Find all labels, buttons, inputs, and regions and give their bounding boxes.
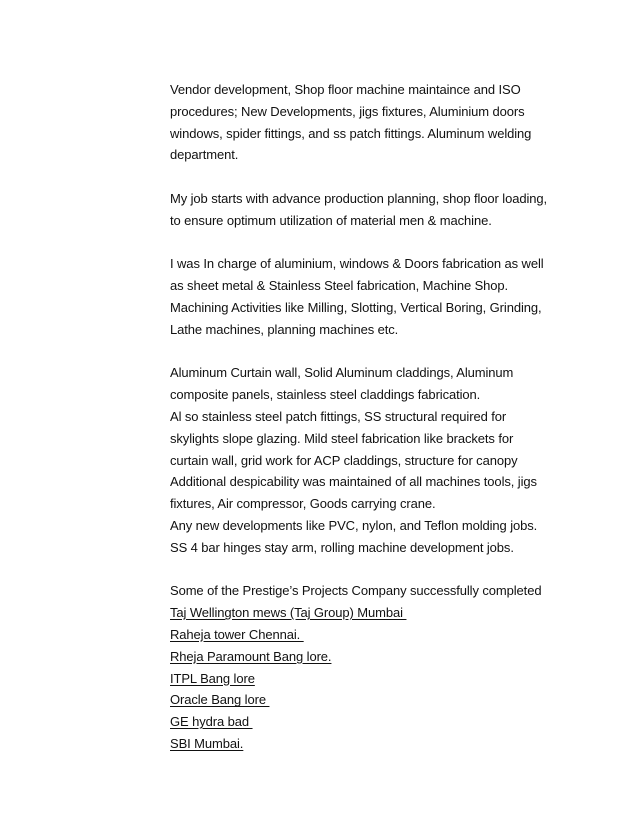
projects-section bbox=[170, 580, 570, 754]
project-item: SBI Mumbai. bbox=[170, 735, 244, 751]
text-line: department. bbox=[170, 147, 239, 163]
document-page bbox=[170, 79, 570, 777]
text-line: I was In charge of aluminium, windows & Doors fabrication as well bbox=[170, 256, 544, 272]
paragraph-fabrication-charge bbox=[170, 253, 570, 340]
text-line: Aluminum Curtain wall, Solid Aluminum claddings, Aluminum bbox=[170, 365, 514, 381]
project-item: Rheja Paramount Bang lore. bbox=[170, 648, 332, 664]
text-line: Vendor development, Shop floor machine maintaince and ISO bbox=[170, 82, 521, 97]
text-line: to ensure optimum utilization of material men & machine. bbox=[170, 212, 492, 228]
projects-intro: Some of the Prestige’s Projects Company successfully completed bbox=[170, 583, 542, 599]
text-line: Al so stainless steel patch fittings, SS structural required for bbox=[170, 408, 507, 424]
text-line: Any new developments like PVC, nylon, and Teflon molding jobs. bbox=[170, 517, 538, 533]
paragraph-job-planning bbox=[170, 188, 570, 232]
project-item: Oracle Bang lore bbox=[170, 692, 270, 708]
project-item: Taj Wellington mews (Taj Group) Mumbai bbox=[170, 605, 407, 621]
text-line: Machining Activities like Milling, Slotting, Vertical Boring, Grinding, bbox=[170, 299, 542, 315]
text-line: procedures; New Developments, jigs fixtures, Aluminium doors bbox=[170, 103, 525, 119]
text-line: windows, spider fittings, and ss patch fittings. Aluminum welding bbox=[170, 125, 532, 141]
text-line: as sheet metal & Stainless Steel fabrication, Machine Shop. bbox=[170, 278, 509, 294]
project-item: ITPL Bang lore bbox=[170, 670, 255, 686]
text-line: curtain wall, grid work for ACP claddings, structure for canopy bbox=[170, 452, 518, 468]
paragraph-vendor-development bbox=[170, 79, 570, 166]
text-line: skylights slope glazing. Mild steel fabrication like brackets for bbox=[170, 430, 514, 446]
text-line: My job starts with advance production planning, shop floor loading, bbox=[170, 190, 548, 206]
text-line: composite panels, stainless steel claddings fabrication. bbox=[170, 387, 481, 403]
text-line: Lathe machines, planning machines etc. bbox=[170, 321, 399, 337]
paragraph-curtain-wall bbox=[170, 362, 570, 558]
text-line: fixtures, Air compressor, Goods carrying crane. bbox=[170, 496, 436, 512]
text-line: Additional despicability was maintained of all machines tools, jigs bbox=[170, 474, 537, 490]
project-item: GE hydra bad bbox=[170, 714, 253, 730]
text-line: SS 4 bar hinges stay arm, rolling machine development jobs. bbox=[170, 539, 514, 555]
project-item: Raheja tower Chennai. bbox=[170, 626, 304, 642]
